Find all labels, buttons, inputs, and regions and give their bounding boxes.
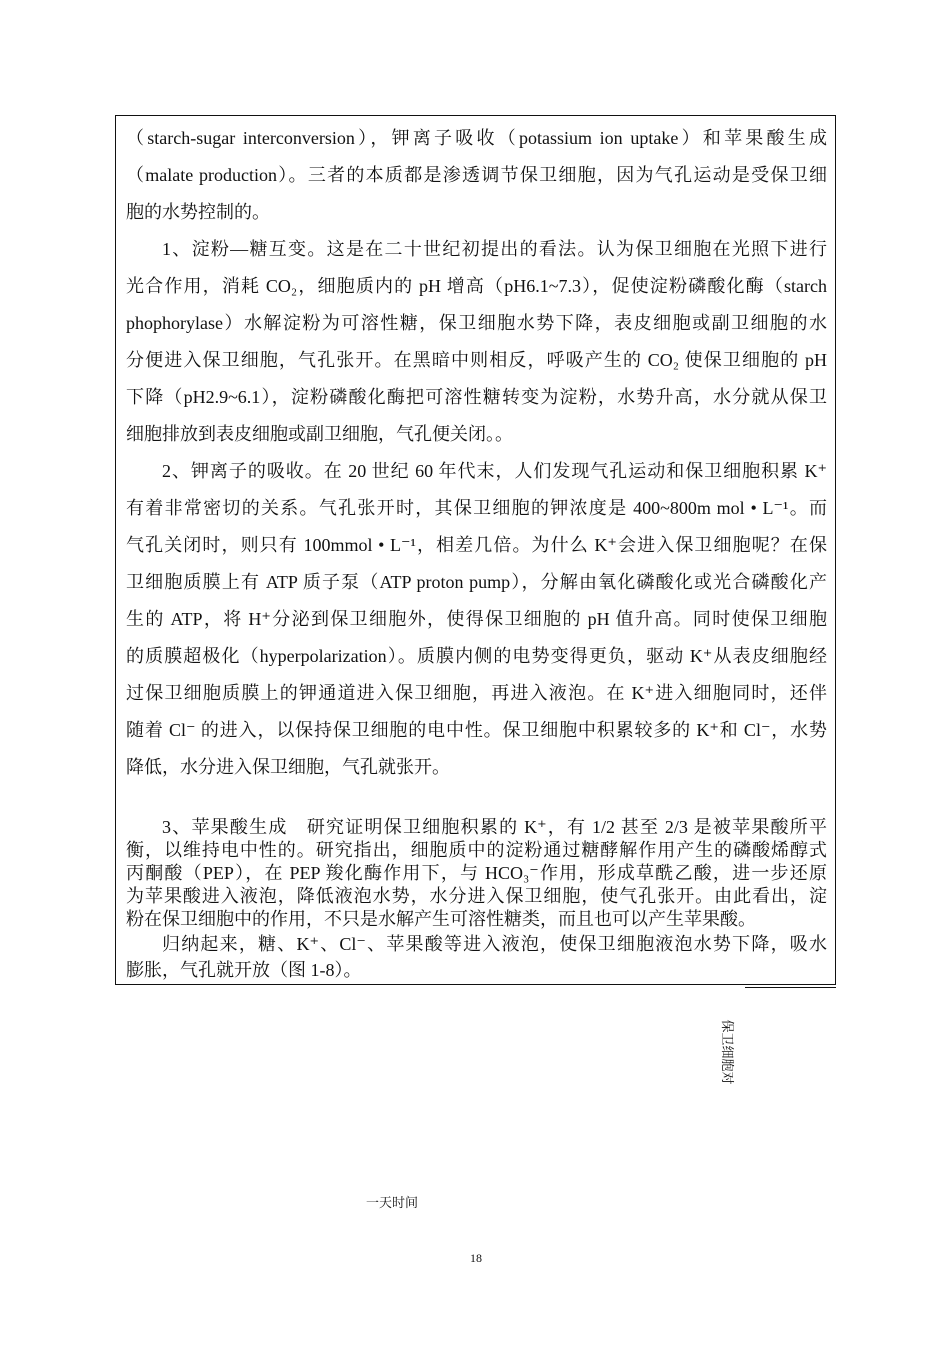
- page-number: 18: [470, 1251, 482, 1265]
- text-line: 气孔关闭时，则只有 100mmol • L⁻¹，相差几倍。为什么 K⁺会进入保卫细胞呢？在保: [126, 535, 827, 555]
- text-line: 的质膜超极化（hyperpolarization）。质膜内侧的电势变得更负，驱动 K⁺从表皮细胞经: [126, 646, 827, 666]
- figure-axis-label: 保卫细胞对: [720, 1019, 735, 1085]
- text-line: 归纳起来，糖、K⁺、Cl⁻、苹果酸等进入液泡，使保卫细胞液泡水势下降，吸水: [162, 934, 827, 954]
- text-line: 随着 Cl⁻ 的进入，以保持保卫细胞的电中性。保卫细胞中积累较多的 K⁺和 Cl⁻，水势: [126, 720, 827, 740]
- text-line: 卫细胞质膜上有 ATP 质子泵（ATP proton pump），分解由氧化磷酸化或光合磷酸化产: [126, 572, 827, 592]
- text-line: 生的 ATP，将 H⁺分泌到保卫细胞外，使得保卫细胞的 pH 值升高。同时使保卫细胞: [126, 609, 827, 629]
- text-line: 膨胀，气孔就开放（图 1-8）。: [126, 960, 362, 980]
- text-line: 3、苹果酸生成 研究证明保卫细胞积累的 K⁺，有 1/2 甚至 2/3 是被苹果酸所平: [162, 817, 827, 837]
- text-line: 粉在保卫细胞中的作用，不只是水解产生可溶性糖类，而且也可以产生苹果酸。: [126, 909, 756, 929]
- text-line: （starch-sugar interconversion），钾离子吸收（potassium ion uptake）和苹果酸生成: [126, 128, 827, 148]
- paragraph-malate: [126, 816, 827, 931]
- text-box: [115, 115, 836, 985]
- text-line: （malate production）。三者的本质都是渗透调节保卫细胞，因为气孔运动是受保卫细: [126, 165, 827, 185]
- text-line: 光合作用，消耗 CO₂，细胞质内的 pH 增高（pH6.1~7.3），促使淀粉磷酸化酶（starch: [126, 276, 827, 296]
- text-line: 衡，以维持电中性的。研究指出，细胞质中的淀粉通过糖酵解作用产生的磷酸烯醇式: [126, 840, 827, 860]
- paragraph-starch-sugar: [126, 231, 827, 453]
- text-line: 丙酮酸（PEP），在 PEP 羧化酶作用下，与 HCO₃⁻作用，形成草酰乙酸，进一步还原: [126, 863, 827, 883]
- text-line: 有着非常密切的关系。气孔张开时，其保卫细胞的钾浓度是 400~800m mol • L⁻¹。而: [126, 498, 827, 518]
- text-line: 胞的水势控制的。: [126, 202, 270, 222]
- text-line: 细胞排放到表皮细胞或副卫细胞，气孔便关闭。。: [126, 424, 513, 444]
- text-line: 为苹果酸进入液泡，降低液泡水势，水分进入保卫细胞，使气孔张开。由此看出，淀: [126, 886, 827, 906]
- text-line: 分便进入保卫细胞，气孔张开。在黑暗中则相反，呼吸产生的 CO₂ 使保卫细胞的 pH: [126, 350, 827, 370]
- paragraph-intro: [126, 120, 827, 231]
- figure-frame-line: [745, 987, 836, 988]
- text-line: 2、钾离子的吸收。在 20 世纪 60 年代末，人们发现气孔运动和保卫细胞积累 K⁺: [162, 461, 827, 481]
- text-line: 过保卫细胞质膜上的钾通道进入保卫细胞，再进入液泡。在 K⁺进入细胞同时，还伴: [126, 683, 827, 703]
- text-line: 1、淀粉—糖互变。这是在二十世纪初提出的看法。认为保卫细胞在光照下进行: [162, 239, 827, 259]
- figure-time-label: 一天时间: [366, 1195, 419, 1210]
- text-line: 降低，水分进入保卫细胞，气孔就张开。: [126, 757, 450, 777]
- text-line: 下降（pH2.9~6.1），淀粉磷酸化酶把可溶性糖转变为淀粉，水势升高，水分就从保卫: [126, 387, 827, 407]
- text-box-content: [126, 120, 827, 983]
- paragraph-summary: [126, 931, 827, 983]
- text-line: phophorylase）水解淀粉为可溶性糖，保卫细胞水势下降，表皮细胞或副卫细胞的水: [126, 313, 827, 333]
- paragraph-potassium: [126, 453, 827, 786]
